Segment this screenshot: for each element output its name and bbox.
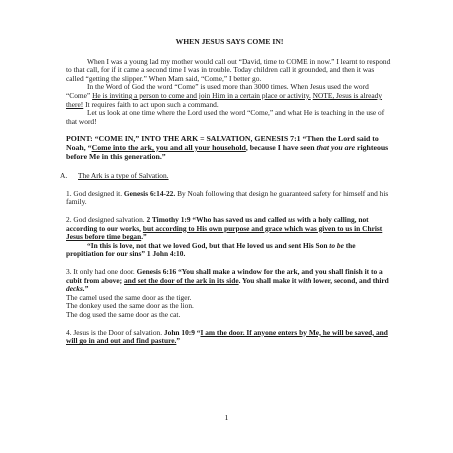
point-2-paragraph — [66, 216, 393, 242]
intro-underlined-invitation: He is inviting a person to come and join Him in a certain place or activity. — [92, 90, 311, 100]
intro-paragraph-1: When I was a young lad my mother would call out “David, time to COME in now.” I learnt to respond to that call, for if it came a second time I was in trouble. Today children call it grounded, and then it was called “getting the slipper.” When Mam said, “Come,” I better go. — [66, 56, 391, 83]
point-1-text-rest: By Noah following that design he guaranteed safety for himself and his family. — [66, 188, 389, 207]
point-4-reference: John 10:9 — [163, 327, 195, 337]
point-3-quote-cont-2: lower, second, and third — [311, 275, 389, 285]
point-3-text: 3. It only had one door. — [66, 267, 137, 276]
page-number: 1 — [224, 413, 229, 422]
point-2-text: 2. God designed salvation. — [66, 215, 147, 225]
john-quote-text: “In this is love, not that we loved God, but that He loved us and sent His Son — [87, 240, 330, 250]
point-2-quote-underlined: but according to His own purpose and grace which was given to us in Christ Jesus before time began — [66, 223, 383, 242]
point-3-quote-close: ” — [84, 284, 89, 294]
section-letter: A. — [60, 171, 68, 181]
point-3-quote: “You shall make a window for the ark, and you shall finish it to a cubit from above; — [66, 267, 383, 285]
point-4-paragraph — [66, 329, 393, 346]
point-quote-start: “Then the Lord said to Noah, “ — [66, 133, 379, 152]
point-2-quote-us: us — [288, 215, 296, 225]
point-4-text: 4. Jesus is the Door of salvation. — [66, 327, 164, 337]
section-heading-text: The Ark is a type of Salvation. — [78, 171, 169, 181]
point-2-quote-cont: with a holy calling, not according to our works, — [66, 215, 369, 233]
point-1-text: 1. God designed it. — [66, 188, 124, 198]
point-quote-are: are — [344, 142, 356, 152]
point-3-line-dog: The dog used the same door as the cat. — [66, 309, 181, 319]
point-quote-that: that — [316, 142, 330, 152]
john-quote-end: the propitiation for our sins” 1 John 4:10. — [66, 240, 356, 259]
point-3-quote-with: with — [298, 275, 312, 285]
point-quote-end: righteous before Me in this generation.” — [66, 142, 389, 161]
point-4-quote-open: “ — [194, 327, 201, 337]
document-title: WHEN JESUS SAYS COME IN! — [175, 37, 284, 46]
point-3-paragraph — [66, 268, 393, 294]
point-2-reference: 2 Timothy 1:9 — [146, 215, 191, 225]
point-3-quote-underlined: and set the door of the ark in its side — [123, 275, 239, 285]
john-quote-tobe: to be — [329, 240, 344, 250]
point-3-reference: Genesis 6:16 — [136, 267, 177, 276]
point-3-line-donkey: The donkey used the same door as the lion. — [66, 301, 194, 311]
point-2-quote-close: .” — [141, 232, 147, 242]
intro-paragraph-2 — [66, 83, 393, 109]
intro-paragraph-3: Let us look at one time where the Lord used the word “Come,” and what He is teaching in the use of that word! — [66, 108, 385, 126]
point-2-john-quote — [66, 242, 393, 259]
intro-text: In the Word of God the word “Come” is used more than 3000 times. When Jesus used the word “Come” — [66, 82, 369, 100]
point-4-quote-close: ” — [176, 336, 181, 346]
intro-underlined-note: NOTE, Jesus is already there! — [66, 90, 383, 109]
section-a-heading — [60, 172, 393, 181]
point-quote-you: you — [331, 142, 343, 152]
point-heading: POINT: “COME IN,” INTO THE ARK = SALVATION, GENESIS 7:1 — [66, 133, 301, 143]
point-3-quote-decks: decks. — [66, 284, 85, 294]
point-paragraph — [66, 135, 393, 162]
point-4-quote-underlined: I am the door. If anyone enters by Me, he will be saved, and will go in and out and find pasture. — [66, 327, 388, 346]
point-1-paragraph — [66, 190, 393, 207]
point-quote-mid: , because I have seen — [245, 142, 317, 152]
point-2-quote: “Who has saved us and called — [190, 215, 289, 225]
point-1-reference: Genesis 6:14-22. — [123, 188, 176, 198]
point-quote-underlined: Come into the ark, you and all your household — [91, 142, 246, 152]
point-3-line-camel: The camel used the same door as the tiger. — [66, 292, 192, 302]
intro-faith-text: It requires faith to act upon such a command. — [85, 99, 219, 109]
point-3-quote-cont: . You shall make it — [238, 275, 299, 285]
